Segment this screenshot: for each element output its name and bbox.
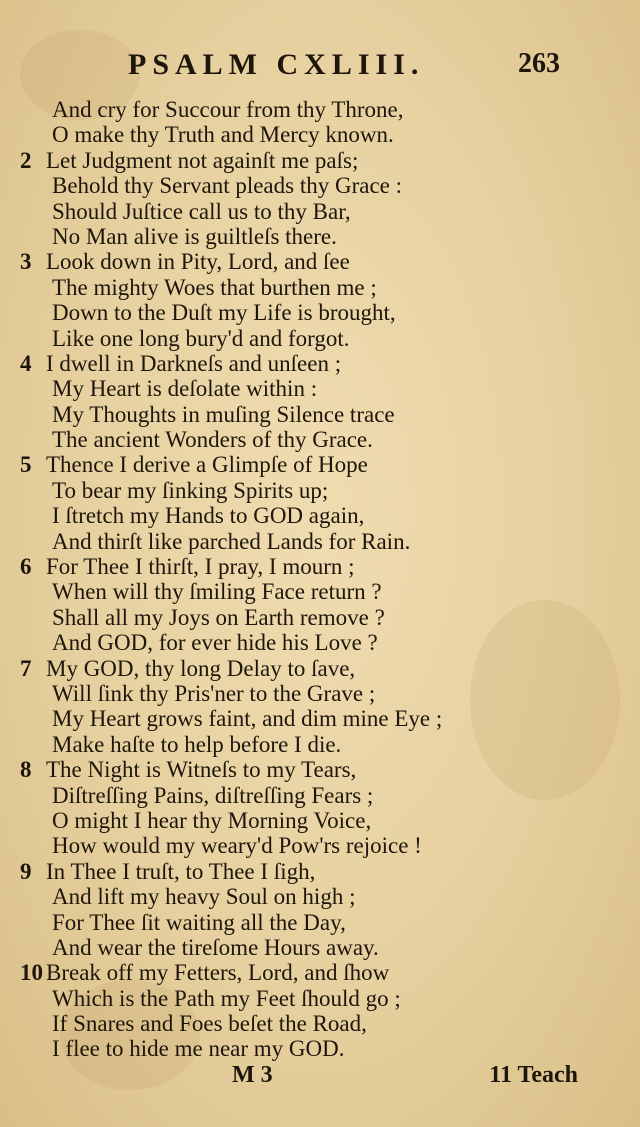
verse-number: 8 <box>20 757 32 783</box>
verse-line-text: My Heart is deſolate within : <box>52 376 318 402</box>
verse-line <box>0 579 640 604</box>
verse-line <box>0 681 640 706</box>
verse-line <box>0 478 640 503</box>
verse-number: 4 <box>20 350 32 376</box>
verse-line-text: For Thee I thirſt, I pray, I mourn ; <box>46 554 355 580</box>
verse-line-text: For Thee ſit waiting all the Day, <box>52 909 346 935</box>
verse-line <box>0 173 640 198</box>
verse-line-text: Thence I derive a Glimpſe of Hope <box>46 452 368 478</box>
verse-line-text: Shall all my Joys on Earth remove ? <box>52 604 385 630</box>
verse-line-text: The Night is Witneſs to my Tears, <box>46 757 357 783</box>
verse-line <box>0 529 640 554</box>
verse-number: 10 <box>20 960 43 986</box>
verse-line-text: I ſtretch my Hands to GOD again, <box>52 503 365 529</box>
verse-line-text: The ancient Wonders of thy Grace. <box>52 427 373 453</box>
verse-line-text: My Heart grows faint, and dim mine Eye ; <box>52 706 443 732</box>
verse-line-text: And GOD, for ever hide his Love ? <box>52 630 378 656</box>
verse-number: 2 <box>20 147 32 173</box>
catchword: 11 Teach <box>489 1062 578 1088</box>
verse-number: 7 <box>20 655 32 681</box>
verse-line-text: Diſtreſſing Pains, diſtreſſing Fears ; <box>52 782 374 808</box>
verse-first-line <box>0 960 640 985</box>
verse-number: 5 <box>20 452 32 478</box>
verse-line <box>0 732 640 757</box>
verse-line <box>0 884 640 909</box>
verse-line <box>0 1011 640 1036</box>
verse-first-line <box>0 148 640 173</box>
verse-line <box>0 1036 640 1061</box>
verse-first-line <box>0 859 640 884</box>
psalm-text <box>0 97 640 1062</box>
verse-line <box>0 97 640 122</box>
verse-line <box>0 275 640 300</box>
page-number: 263 <box>518 48 560 79</box>
verse-line <box>0 503 640 528</box>
verse-line-text: Down to the Duſt my Life is brought, <box>52 300 396 326</box>
verse-line-text: My GOD, thy long Delay to ſave, <box>46 655 356 681</box>
page-footer <box>0 1062 640 1094</box>
verse-first-line <box>0 757 640 782</box>
verse-line <box>0 783 640 808</box>
verse-line-text: And lift my heavy Soul on high ; <box>52 884 356 910</box>
verse-line <box>0 935 640 960</box>
verse-number: 9 <box>20 858 32 884</box>
verse-line-text: In Thee I truſt, to Thee I ſigh, <box>46 858 316 884</box>
signature-mark: M 3 <box>232 1062 273 1088</box>
verse-line-text: Which is the Path my Feet ſhould go ; <box>52 985 401 1011</box>
verse-line <box>0 402 640 427</box>
verse-line-text: O make thy Truth and Mercy known. <box>52 122 394 148</box>
verse-line <box>0 224 640 249</box>
verse-line-text: Break off my Fetters, Lord, and ſhow <box>46 960 390 986</box>
verse-line <box>0 427 640 452</box>
verse-line-text: Should Juſtice call us to thy Bar, <box>52 198 351 224</box>
running-head: PSALM CXLIII. <box>128 48 425 81</box>
verse-number: 6 <box>20 554 32 580</box>
verse-line <box>0 833 640 858</box>
verse-line-text: The mighty Woes that burthen me ; <box>52 274 377 300</box>
verse-line-text: To bear my ſinking Spirits up; <box>52 477 329 503</box>
verse-line <box>0 630 640 655</box>
verse-first-line <box>0 351 640 376</box>
page-header <box>0 48 640 88</box>
verse-line-text: Let Judgment not againſt me paſs; <box>46 147 359 173</box>
verse-number: 3 <box>20 249 32 275</box>
verse-line-text: I flee to hide me near my GOD. <box>52 1036 345 1062</box>
verse-first-line <box>0 452 640 477</box>
verse-line-text: When will thy ſmiling Face return ? <box>52 579 382 605</box>
verse-line-text: And thirſt like parched Lands for Rain. <box>52 528 411 554</box>
verse-line <box>0 326 640 351</box>
verse-line-text: I dwell in Darkneſs and unſeen ; <box>46 350 342 376</box>
verse-line-text: My Thoughts in muſing Silence trace <box>52 401 395 427</box>
verse-line <box>0 706 640 731</box>
verse-first-line <box>0 249 640 274</box>
verse-line-text: Will ſink thy Pris'ner to the Grave ; <box>52 680 376 706</box>
verse-line <box>0 376 640 401</box>
verse-line <box>0 910 640 935</box>
verse-line <box>0 605 640 630</box>
verse-line <box>0 122 640 147</box>
verse-line <box>0 199 640 224</box>
verse-line-text: If Snares and Foes beſet the Road, <box>52 1011 367 1037</box>
verse-line-text: Make haſte to help before I die. <box>52 731 342 757</box>
verse-line-text: And wear the tireſome Hours away. <box>52 934 379 960</box>
verse-first-line <box>0 554 640 579</box>
verse-line-text: Like one long bury'd and forgot. <box>52 325 350 351</box>
verse-line-text: No Man alive is guiltleſs there. <box>52 223 337 249</box>
verse-line-text: Behold thy Servant pleads thy Grace : <box>52 173 403 199</box>
verse-line-text: And cry for Succour from thy Throne, <box>52 97 404 122</box>
verse-line-text: O might I hear thy Morning Voice, <box>52 807 372 833</box>
verse-first-line <box>0 656 640 681</box>
verse-line <box>0 986 640 1011</box>
verse-line <box>0 300 640 325</box>
verse-line <box>0 808 640 833</box>
verse-line-text: How would my weary'd Pow'rs rejoice ! <box>52 833 422 859</box>
verse-line-text: Look down in Pity, Lord, and ſee <box>46 249 350 275</box>
